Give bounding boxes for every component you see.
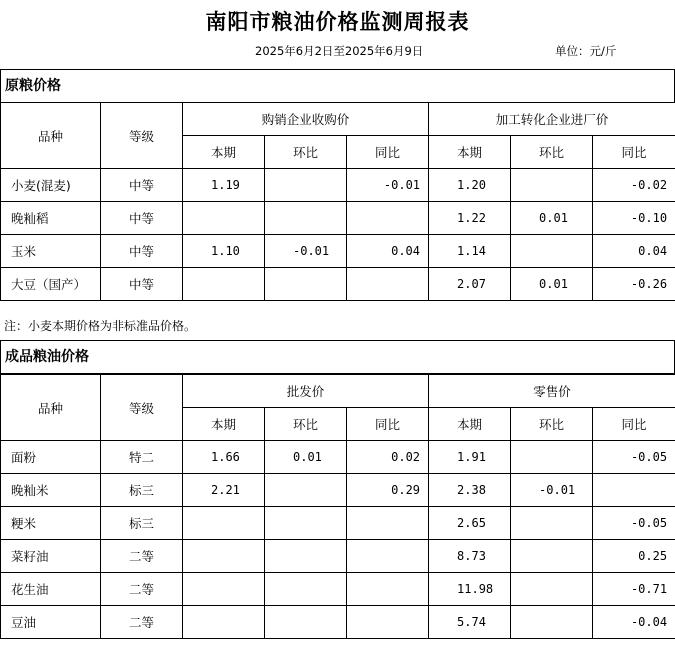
table-row — [1, 606, 675, 639]
cell-value — [265, 169, 347, 202]
header-sub-2: 同比 — [347, 408, 429, 441]
cell-value — [511, 169, 593, 202]
table-row — [1, 507, 675, 540]
cell-value — [265, 573, 347, 606]
cell-variety: 小麦(混麦) — [1, 169, 101, 202]
header-variety: 品种 — [1, 375, 101, 441]
report-title: 南阳市粮油价格监测周报表 — [205, 10, 470, 34]
unit-label: 单位：元/斤 — [555, 44, 617, 58]
cell-value: 0.01 — [511, 202, 593, 235]
cell-value: 1.14 — [429, 235, 511, 268]
header-group-purchase: 购销企业收购价 — [183, 103, 429, 136]
cell-value: 2.65 — [429, 507, 511, 540]
cell-value: 11.98 — [429, 573, 511, 606]
cell-value — [183, 606, 265, 639]
cell-grade: 特二 — [101, 441, 183, 474]
cell-variety: 豆油 — [1, 606, 101, 639]
cell-value: 0.25 — [593, 540, 675, 573]
table-row — [1, 235, 675, 268]
cell-value: 2.38 — [429, 474, 511, 507]
header-sub-5: 同比 — [593, 408, 675, 441]
header-sub-1: 环比 — [265, 136, 347, 169]
cell-grade: 标三 — [101, 507, 183, 540]
cell-value: -0.02 — [593, 169, 675, 202]
cell-value — [347, 507, 429, 540]
cell-value: 1.20 — [429, 169, 511, 202]
cell-grade: 二等 — [101, 573, 183, 606]
cell-grade: 中等 — [101, 169, 183, 202]
cell-value: 0.01 — [265, 441, 347, 474]
header-variety: 品种 — [1, 103, 101, 169]
header-group-processing: 加工转化企业进厂价 — [429, 103, 675, 136]
cell-variety: 大豆（国产） — [1, 268, 101, 301]
cell-value: -0.05 — [593, 441, 675, 474]
table-row — [1, 540, 675, 573]
cell-variety: 菜籽油 — [1, 540, 101, 573]
section-heading-finished-grain-oil: 成品粮油价格 — [0, 340, 675, 374]
cell-value: 8.73 — [429, 540, 511, 573]
header-sub-3: 本期 — [429, 136, 511, 169]
header-grade: 等级 — [101, 103, 183, 169]
date-range: 2025年6月2日至2025年6月9日 — [255, 44, 424, 58]
cell-value — [183, 202, 265, 235]
cell-value: -0.01 — [347, 169, 429, 202]
cell-variety: 晚籼米 — [1, 474, 101, 507]
cell-value — [347, 606, 429, 639]
header-group-retail: 零售价 — [429, 375, 675, 408]
cell-value — [183, 573, 265, 606]
cell-grade: 二等 — [101, 606, 183, 639]
cell-value: 1.22 — [429, 202, 511, 235]
header-grade: 等级 — [101, 375, 183, 441]
header-sub-4: 环比 — [511, 408, 593, 441]
cell-variety: 面粉 — [1, 441, 101, 474]
footnote: 注：小麦本期价格为非标准品价格。 — [4, 319, 197, 333]
cell-value — [593, 474, 675, 507]
cell-value — [347, 202, 429, 235]
cell-grade: 标三 — [101, 474, 183, 507]
cell-value: -0.01 — [265, 235, 347, 268]
section-heading-raw-grain: 原粮价格 — [0, 69, 675, 103]
cell-grade: 中等 — [101, 268, 183, 301]
cell-grade: 中等 — [101, 202, 183, 235]
cell-value — [347, 540, 429, 573]
table-row — [1, 441, 675, 474]
cell-value: 1.19 — [183, 169, 265, 202]
cell-value — [347, 268, 429, 301]
cell-value — [511, 573, 593, 606]
table-row — [1, 573, 675, 606]
cell-value — [183, 268, 265, 301]
cell-value: -0.05 — [593, 507, 675, 540]
header-sub-0: 本期 — [183, 136, 265, 169]
cell-value: -0.01 — [511, 474, 593, 507]
table-row — [1, 474, 675, 507]
table-row — [1, 202, 675, 235]
cell-value — [511, 507, 593, 540]
cell-value — [265, 202, 347, 235]
header-group-wholesale: 批发价 — [183, 375, 429, 408]
cell-value: -0.71 — [593, 573, 675, 606]
raw-grain-table — [0, 102, 675, 301]
cell-value — [265, 474, 347, 507]
cell-value: 2.21 — [183, 474, 265, 507]
header-sub-4: 环比 — [511, 136, 593, 169]
cell-value: -0.04 — [593, 606, 675, 639]
cell-value: 5.74 — [429, 606, 511, 639]
cell-value: 1.66 — [183, 441, 265, 474]
cell-value — [265, 507, 347, 540]
cell-value — [511, 606, 593, 639]
cell-value: 0.29 — [347, 474, 429, 507]
cell-value — [183, 507, 265, 540]
cell-value: -0.26 — [593, 268, 675, 301]
cell-value: 0.04 — [347, 235, 429, 268]
cell-value: 2.07 — [429, 268, 511, 301]
header-sub-5: 同比 — [593, 136, 675, 169]
cell-value — [347, 573, 429, 606]
cell-variety: 玉米 — [1, 235, 101, 268]
cell-value — [265, 606, 347, 639]
cell-value: 1.10 — [183, 235, 265, 268]
cell-value — [183, 540, 265, 573]
cell-value — [265, 540, 347, 573]
cell-value — [511, 540, 593, 573]
cell-value: 0.04 — [593, 235, 675, 268]
cell-value — [265, 268, 347, 301]
header-sub-0: 本期 — [183, 408, 265, 441]
header-sub-3: 本期 — [429, 408, 511, 441]
table-row — [1, 268, 675, 301]
cell-grade: 二等 — [101, 540, 183, 573]
cell-grade: 中等 — [101, 235, 183, 268]
cell-value — [511, 235, 593, 268]
cell-value: 0.02 — [347, 441, 429, 474]
cell-value: 0.01 — [511, 268, 593, 301]
header-sub-1: 环比 — [265, 408, 347, 441]
finished-grain-oil-table — [0, 374, 675, 639]
cell-value: -0.10 — [593, 202, 675, 235]
cell-variety: 晚籼稻 — [1, 202, 101, 235]
cell-variety: 粳米 — [1, 507, 101, 540]
table-row — [1, 169, 675, 202]
cell-value: 1.91 — [429, 441, 511, 474]
cell-value — [511, 441, 593, 474]
cell-variety: 花生油 — [1, 573, 101, 606]
header-sub-2: 同比 — [347, 136, 429, 169]
